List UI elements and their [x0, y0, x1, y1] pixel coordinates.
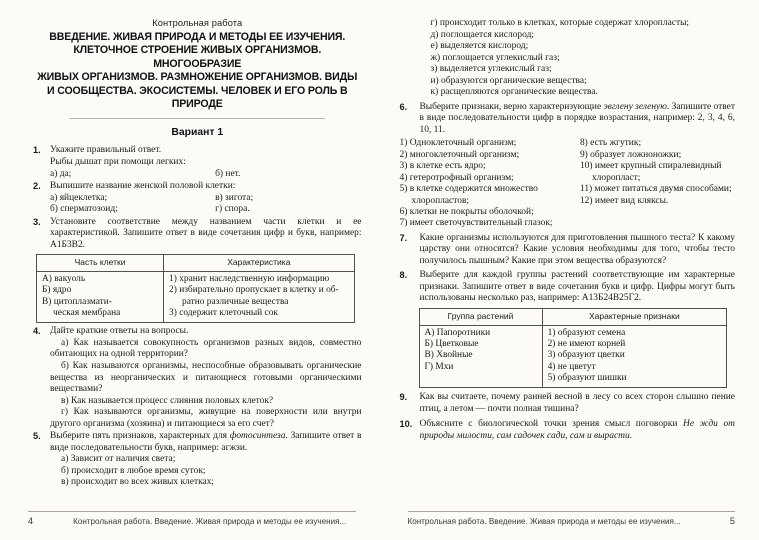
question-7-number: 7. [399, 232, 408, 243]
footer-text-left: Контрольная работа. Введение. Живая природа и методы ее изучения... [73, 516, 347, 526]
footer-divider [408, 511, 736, 512]
question-5-option-g[interactable]: г) происходит только в клетках, которые содержат хлоропласты; [430, 18, 690, 28]
question-2 [33, 181, 362, 216]
question-5-option-z[interactable]: з) выделяется углекислый газ; [430, 64, 552, 75]
list-item[interactable]: 2) многоклеточный организм; [399, 149, 520, 160]
title-line-2: КЛЕТОЧНОЕ СТРОЕНИЕ ЖИВЫХ ОРГАНИЗМОВ. МНОГООБРАЗИЕ [73, 44, 322, 70]
question-5-continued-gutter [400, 18, 420, 99]
question-10-stem-text: Объясните с биологической точки зрения смысл поговорки [419, 419, 683, 430]
variant-label: Вариант 1 [171, 127, 224, 139]
question-8-number: 8. [399, 270, 408, 281]
list-item: 3) образуют цветки [547, 350, 625, 361]
title-line-1: ВВЕДЕНИЕ. ЖИВАЯ ПРИРОДА И МЕТОДЫ ЕЕ ИЗУЧЕНИЯ. [49, 31, 346, 43]
table-row [419, 325, 727, 387]
list-item: Б) ядро [42, 285, 72, 296]
question-2-options-row-1 [50, 193, 362, 205]
question-5-option-d[interactable]: д) поглощается кислород; [430, 29, 535, 40]
footer-right [380, 516, 759, 526]
question-9 [400, 392, 736, 415]
question-3 [33, 217, 362, 252]
question-5-option-e[interactable]: е) выделяется кислород; [430, 41, 529, 52]
question-6-number: 6. [399, 101, 408, 112]
question-5-stem-part-1: Выберите пять признаков, характерных для [50, 431, 230, 442]
question-1 [33, 145, 362, 180]
list-item: А) вакуоль [42, 274, 86, 285]
list-item: 4) не цветут [547, 361, 596, 372]
list-item: 1) хранит наследственную информацию [169, 274, 330, 285]
question-4-part-v: в) Как называется процесс слияния половых клеток? [61, 395, 274, 406]
question-5 [33, 431, 362, 489]
list-item: 2) избирательно пропускает в клетку и об- [169, 285, 339, 296]
question-5-option-b[interactable]: б) происходит в любое время суток; [61, 465, 206, 476]
question-6-stem-part-2: . Запишите ответ в виде последовательности цифр в порядке возрастания, например: 2, 3, 4, 6, 10, 11. [419, 101, 735, 135]
list-item[interactable]: 4) гетеротрофный организм; [399, 172, 514, 183]
question-8 [400, 270, 736, 305]
question-1-option-b[interactable]: б) нет. [215, 168, 241, 179]
question-2-option-a[interactable]: а) яйцеклетка; [50, 192, 108, 203]
page-number-left: 4 [28, 516, 34, 526]
list-item: ческая мембрана [53, 308, 121, 319]
list-item[interactable]: 10) имеет крупный спиралевидный хлоропласт; [579, 161, 722, 183]
question-3-table-header-right: Характеристика [164, 255, 355, 272]
question-7-stem: Какие организмы используются для приготовления пышного теста? К какому царству они относятся? Какие условия необходимы для того, чтобы тесто получилось пышным? Какие при этом вещества образуются? [419, 232, 735, 266]
question-5-option-k[interactable]: к) расщепляются органические вещества. [430, 87, 598, 98]
list-item: 1) образуют семена [547, 327, 626, 338]
question-10 [400, 419, 736, 442]
question-2-stem: Выпишите название женской половой клетки: [50, 181, 236, 192]
list-item[interactable]: 5) в клетке содержится множество хлоропластов; [399, 184, 538, 206]
list-item: ратно различные вещества [182, 296, 289, 307]
question-2-option-b[interactable]: б) сперматозоид; [50, 204, 118, 215]
question-8-table-header-right: Характерные признаки [542, 309, 727, 326]
question-9-stem: Как вы считаете, почему ранней весной в лесу со всех сторон слышно пение птиц, а летом — почти полная тишина? [419, 392, 735, 414]
list-item[interactable]: 9) образует ложноножки; [579, 149, 682, 160]
question-7 [400, 233, 736, 268]
question-4-part-a: а) Как называется совокупность организмов разных видов, совместно обитающих на одной территории? [50, 337, 362, 360]
question-8-table-cell-left [419, 325, 542, 387]
question-5-stem-part-2: . Запишите ответ в виде последовательности букв, например: агжзи. [50, 431, 362, 453]
question-2-options-row-2 [50, 204, 362, 216]
question-5-number: 5. [33, 431, 41, 442]
question-5-term: фотосинтеза [229, 431, 286, 442]
list-item: В) Хвойные [424, 350, 473, 361]
question-1-options [50, 169, 362, 181]
question-4 [33, 326, 362, 430]
footer-left [0, 516, 380, 526]
question-1-option-a[interactable]: а) да; [50, 168, 72, 179]
question-8-match-table [419, 308, 728, 388]
question-4-number: 4. [33, 326, 41, 337]
question-2-number: 2. [33, 181, 41, 192]
question-8-table-cell-right [542, 325, 727, 387]
question-1-stem: Укажите правильный ответ. [50, 145, 162, 156]
question-2-option-g[interactable]: г) спора. [215, 204, 250, 215]
list-item: В) цитоплазмати- [42, 296, 112, 307]
question-3-stem: Установите соответствие между названием части клетки и ее характеристикой. Запишите ответ в виде сочетания цифр и букв, например: А1Б3В2. [50, 216, 362, 250]
question-6 [400, 102, 736, 137]
page-right [380, 0, 759, 540]
question-6-options-column-b [580, 138, 735, 229]
question-3-match-table [36, 254, 355, 323]
footer-text-right: Контрольная работа. Введение. Живая природа и методы ее изучения... [407, 516, 681, 526]
question-3-table-cell-left [37, 272, 164, 323]
footer-divider [28, 511, 356, 512]
worksheet-kind: Контрольная работа [152, 18, 243, 28]
question-10-number: 10. [399, 419, 413, 430]
page-title [33, 31, 362, 111]
list-item: 5) образуют шишки [547, 372, 627, 383]
question-5-option-i[interactable]: и) образуются органические вещества; [430, 75, 587, 86]
question-9-number: 9. [399, 392, 408, 403]
list-item[interactable]: 6) клетки не покрыты оболочкой; [399, 206, 534, 217]
question-5-option-a[interactable]: а) Зависит от наличия света; [61, 454, 176, 465]
table-row [37, 272, 355, 323]
question-6-options [400, 138, 736, 229]
question-6-options-column-a [400, 138, 574, 229]
list-item: 3) содержит клеточный сок [169, 308, 278, 319]
question-6-stem-part-1: Выберите признаки, верно характеризующие [419, 101, 604, 112]
question-5-option-zh[interactable]: ж) поглощается углекислый газ; [430, 52, 560, 63]
question-2-option-v[interactable]: в) зигота; [215, 192, 254, 203]
question-1-substem: Рыбы дышат при помощи легких: [50, 156, 186, 167]
question-5-stem [50, 431, 362, 454]
title-line-4: И СООБЩЕСТВА. ЭКОСИСТЕМЫ. ЧЕЛОВЕК И ЕГО РОЛЬ В ПРИРОДЕ [46, 84, 348, 111]
question-4-part-g: г) Как называются организмы, живущие на поверхности или внутри другого организма (хозяина) и питающиеся за его счет? [50, 407, 362, 429]
question-5-option-v[interactable]: в) происходит во всех живых клетках; [61, 477, 215, 488]
list-item: Б) Цветковые [424, 339, 479, 350]
list-item: 2) не имеют корней [547, 339, 626, 350]
question-3-number: 3. [33, 216, 41, 227]
question-8-stem: Выберите для каждой группы растений соответствующие им характерные признаки. Запишите ответ в виде сочетания букв и цифр. Цифры могут быть использованы несколько раз, например: А13Б24В25Г2. [419, 270, 735, 304]
list-item[interactable]: 3) в клетке есть ядро; [399, 161, 486, 172]
question-4-part-b: б) Как называются организмы, неспособные образовывать органические вещества из неорганических и питающиеся готовыми органическими веществами? [50, 360, 362, 395]
question-3-table-header-left: Часть клетки [37, 255, 164, 272]
list-item[interactable]: 8) есть жгутик; [579, 138, 642, 149]
list-item: А) Папоротники [424, 327, 491, 338]
list-item[interactable]: 11) может питаться двумя способами; [579, 184, 732, 195]
question-6-term: эвглену зеленую [603, 101, 667, 112]
question-4-stem: Дайте краткие ответы на вопросы. [50, 326, 189, 337]
question-10-stem [420, 419, 736, 442]
question-8-table-header-left: Группа растений [419, 309, 542, 326]
question-6-stem [420, 102, 736, 137]
question-1-number: 1. [33, 145, 41, 156]
list-item[interactable]: 12) имеет вид кляксы. [579, 195, 669, 206]
question-10-proverb: Не жди от природы милости, сам садочек сади, сам и вырасти. [419, 419, 735, 441]
title-divider [69, 118, 325, 119]
question-3-table-cell-right [164, 272, 355, 323]
list-item: Г) Мхи [424, 361, 454, 372]
question-5-continued [400, 18, 736, 99]
list-item[interactable]: 1) Одноклеточный организм; [399, 138, 517, 149]
title-line-3: ЖИВЫХ ОРГАНИЗМОВ. РАЗМНОЖЕНИЕ ОРГАНИЗМОВ. ВИДЫ [37, 71, 358, 84]
page-number-right: 5 [729, 516, 735, 526]
list-item[interactable]: 7) имеет светочувствительный глазок; [399, 218, 553, 229]
